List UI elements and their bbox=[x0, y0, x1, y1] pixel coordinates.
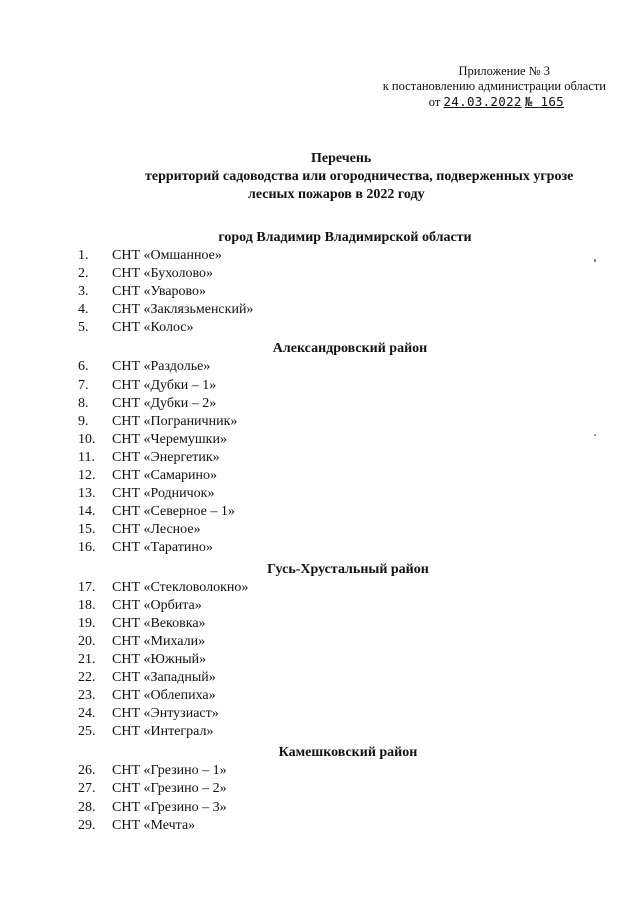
list-item bbox=[0, 723, 640, 741]
item-name: СНТ «Таратино» bbox=[112, 540, 213, 556]
list-item bbox=[0, 265, 640, 283]
list-item bbox=[0, 283, 640, 301]
list-item bbox=[0, 377, 640, 395]
item-name: СНТ «Северное – 1» bbox=[112, 504, 235, 520]
title-line-2: территорий садоводства или огородничества, подверженных угрозе bbox=[145, 169, 574, 184]
item-number: 24. bbox=[78, 706, 96, 722]
item-name: СНТ «Энергетик» bbox=[112, 449, 220, 465]
list-item bbox=[0, 597, 640, 615]
list-item bbox=[0, 539, 640, 557]
item-number: 21. bbox=[78, 651, 96, 667]
item-number: 4. bbox=[78, 302, 89, 318]
item-number: 7. bbox=[78, 377, 89, 393]
list-item bbox=[0, 615, 640, 633]
list-item bbox=[0, 485, 640, 503]
item-name: СНТ «Интеграл» bbox=[112, 724, 214, 740]
list-item bbox=[0, 669, 640, 687]
item-name: СНТ «Пограничник» bbox=[112, 413, 238, 429]
annex-date: 24.03.2022 bbox=[443, 94, 522, 109]
item-number: 23. bbox=[78, 688, 96, 704]
item-number: 5. bbox=[78, 320, 89, 336]
item-name: СНТ «Михали» bbox=[112, 633, 206, 649]
annex-date-line bbox=[346, 94, 606, 110]
item-number: 27. bbox=[78, 781, 96, 797]
item-number: 13. bbox=[78, 486, 96, 502]
item-name: СНТ «Западный» bbox=[112, 669, 216, 685]
territory-list bbox=[0, 226, 640, 835]
section-heading: город Владимир Владимирской области bbox=[218, 230, 472, 245]
item-name: СНТ «Самарино» bbox=[112, 468, 218, 484]
item-number: 11. bbox=[78, 449, 95, 465]
title-line-1: Перечень bbox=[311, 151, 372, 166]
item-number: 25. bbox=[78, 724, 96, 740]
item-name: СНТ «Лесное» bbox=[112, 522, 201, 538]
annex-number: № 165 bbox=[524, 94, 564, 109]
list-item bbox=[0, 395, 640, 413]
annex-date-prefix: от bbox=[428, 95, 441, 109]
item-number: 2. bbox=[78, 266, 89, 282]
item-number: 1. bbox=[78, 248, 89, 263]
item-number: 12. bbox=[78, 468, 96, 484]
item-number: 10. bbox=[78, 431, 96, 447]
item-name: СНТ «Дубки – 2» bbox=[112, 395, 217, 411]
item-number: 20. bbox=[78, 633, 96, 649]
list-item bbox=[0, 431, 640, 449]
item-number: 6. bbox=[78, 359, 89, 375]
item-number: 26. bbox=[78, 763, 96, 779]
list-item bbox=[0, 705, 640, 723]
item-number: 29. bbox=[78, 817, 96, 833]
list-item bbox=[0, 413, 640, 431]
annex-title: Приложение № 3 bbox=[458, 64, 550, 78]
item-number: 18. bbox=[78, 597, 96, 613]
item-name: СНТ «Грезино – 1» bbox=[112, 763, 227, 779]
list-item bbox=[0, 799, 640, 817]
list-item bbox=[0, 762, 640, 780]
item-number: 16. bbox=[78, 540, 96, 556]
list-item bbox=[0, 358, 640, 376]
item-name: СНТ «Грезино – 3» bbox=[112, 799, 227, 815]
item-name: СНТ «Стекловолокно» bbox=[112, 579, 249, 595]
item-name: СНТ «Вековка» bbox=[112, 615, 206, 631]
item-number: 15. bbox=[78, 522, 96, 538]
section-heading: Гусь-Хрустальный район bbox=[267, 561, 429, 577]
list-item bbox=[0, 651, 640, 669]
section-heading: Камешковский район bbox=[278, 745, 418, 761]
item-name: СНТ «Колос» bbox=[112, 320, 194, 336]
item-name: СНТ «Раздолье» bbox=[112, 359, 211, 375]
item-name: СНТ «Южный» bbox=[112, 651, 207, 667]
list-item bbox=[0, 467, 640, 485]
list-item bbox=[0, 579, 640, 597]
list-item bbox=[0, 247, 640, 265]
item-name: СНТ «Энтузиаст» bbox=[112, 706, 219, 722]
list-item bbox=[0, 521, 640, 539]
list-item bbox=[0, 301, 640, 319]
list-item bbox=[0, 780, 640, 798]
item-number: 22. bbox=[78, 669, 96, 685]
item-number: 17. bbox=[78, 579, 96, 595]
item-number: 3. bbox=[78, 284, 89, 300]
item-name: СНТ «Заклязьменский» bbox=[112, 302, 254, 318]
annex-header bbox=[346, 64, 606, 110]
title-line-3: лесных пожаров в 2022 году bbox=[248, 187, 425, 202]
item-name: СНТ «Дубки – 1» bbox=[112, 377, 217, 393]
section-heading: Александровский район bbox=[272, 341, 428, 357]
item-number: 28. bbox=[78, 799, 96, 815]
scan-speck bbox=[594, 259, 596, 262]
item-name: СНТ «Родничок» bbox=[112, 486, 215, 502]
list-item bbox=[0, 687, 640, 705]
item-name: СНТ «Грезино – 2» bbox=[112, 781, 227, 797]
item-name: СНТ «Омшанное» bbox=[112, 248, 222, 263]
list-item bbox=[0, 817, 640, 835]
scan-speck bbox=[594, 434, 596, 436]
list-item bbox=[0, 449, 640, 467]
list-item bbox=[0, 503, 640, 521]
item-name: СНТ «Черемушки» bbox=[112, 431, 227, 447]
item-number: 19. bbox=[78, 615, 96, 631]
item-number: 14. bbox=[78, 504, 96, 520]
item-number: 9. bbox=[78, 413, 89, 429]
item-name: СНТ «Облепиха» bbox=[112, 688, 216, 704]
item-name: СНТ «Бухолово» bbox=[112, 266, 213, 282]
item-number: 8. bbox=[78, 395, 89, 411]
item-name: СНТ «Уварово» bbox=[112, 284, 206, 300]
list-item bbox=[0, 633, 640, 651]
annex-resolution-line: к постановлению администрации области bbox=[382, 79, 606, 93]
item-name: СНТ «Мечта» bbox=[112, 817, 196, 833]
item-name: СНТ «Орбита» bbox=[112, 597, 202, 613]
list-item bbox=[0, 319, 640, 337]
